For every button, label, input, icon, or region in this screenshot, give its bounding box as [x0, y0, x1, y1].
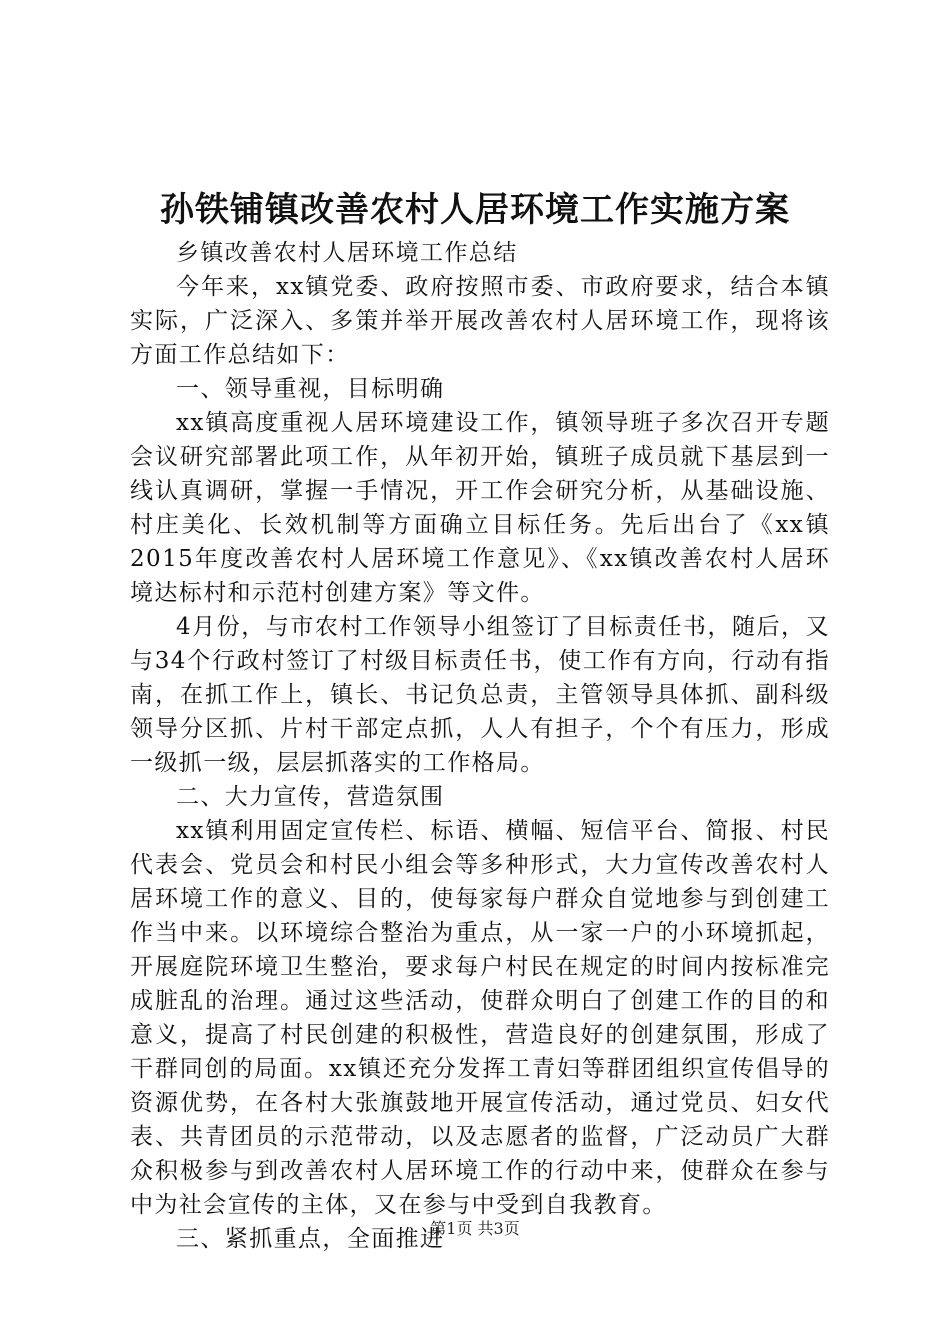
- section-heading-3: 三、紧抓重点，全面推进: [176, 1226, 445, 1252]
- intro-paragraph: 今年来，xx镇党委、政府按照市委、市政府要求，结合本镇实际，广泛深入、多策并举开展改善农村人居环境工作，现将该方面工作总结如下：: [130, 274, 830, 368]
- section-heading-1: 一、领导重视，目标明确: [176, 376, 445, 402]
- section-heading-2: 二、大力宣传，营造氛围: [176, 784, 445, 810]
- subtitle-paragraph: 乡镇改善农村人居环境工作总结: [176, 240, 518, 266]
- document-body: [130, 236, 830, 1256]
- body-paragraph: xx镇高度重视人居环境建设工作，镇领导班子多次召开专题会议研究部署此项工作，从年初开始，镇班子成员就下基层到一线认真调研，掌握一手情况，开工作会研究分析，从基础设施、村庄美化、长效机制等方面确立目标任务。先后出台了《xx镇2015年度改善农村人居环境工作意见》、《xx镇改善农村人居环境达标村和示范村创建方案》等文件。: [130, 410, 830, 606]
- page-footer: 第1页 共3页: [430, 1219, 520, 1238]
- body-paragraph: xx镇利用固定宣传栏、标语、横幅、短信平台、简报、村民代表会、党员会和村民小组会等多种形式，大力宣传改善农村人居环境工作的意义、目的，使每家每户群众自觉地参与到创建工作当中来。以环境综合整治为重点，从一家一户的小环境抓起，开展庭院环境卫生整治，要求每户村民在规定的时间内按标准完成脏乱的治理。通过这些活动，使群众明白了创建工作的目的和意义，提高了村民创建的积极性，营造良好的创建氛围，形成了干群同创的局面。xx镇还充分发挥工青妇等群团组织宣传倡导的资源优势，在各村大张旗鼓地开展宣传活动，通过党员、妇女代表、共青团员的示范带动，以及志愿者的监督，广泛动员广大群众积极参与到改善农村人居环境工作的行动中来，使群众在参与中为社会宣传的主体，又在参与中受到自我教育。: [130, 818, 830, 1218]
- body-paragraph: 4月份，与市农村工作领导小组签订了目标责任书，随后，又与34个行政村签订了村级目标责任书，使工作有方向，行动有指南，在抓工作上，镇长、书记负总责，主管领导具体抓、副科级领导分区抓、片村干部定点抓，人人有担子，个个有压力，形成一级抓一级，层层抓落实的工作格局。: [130, 614, 830, 776]
- document-title: 孙铁铺镇改善农村人居环境工作实施方案: [160, 190, 790, 230]
